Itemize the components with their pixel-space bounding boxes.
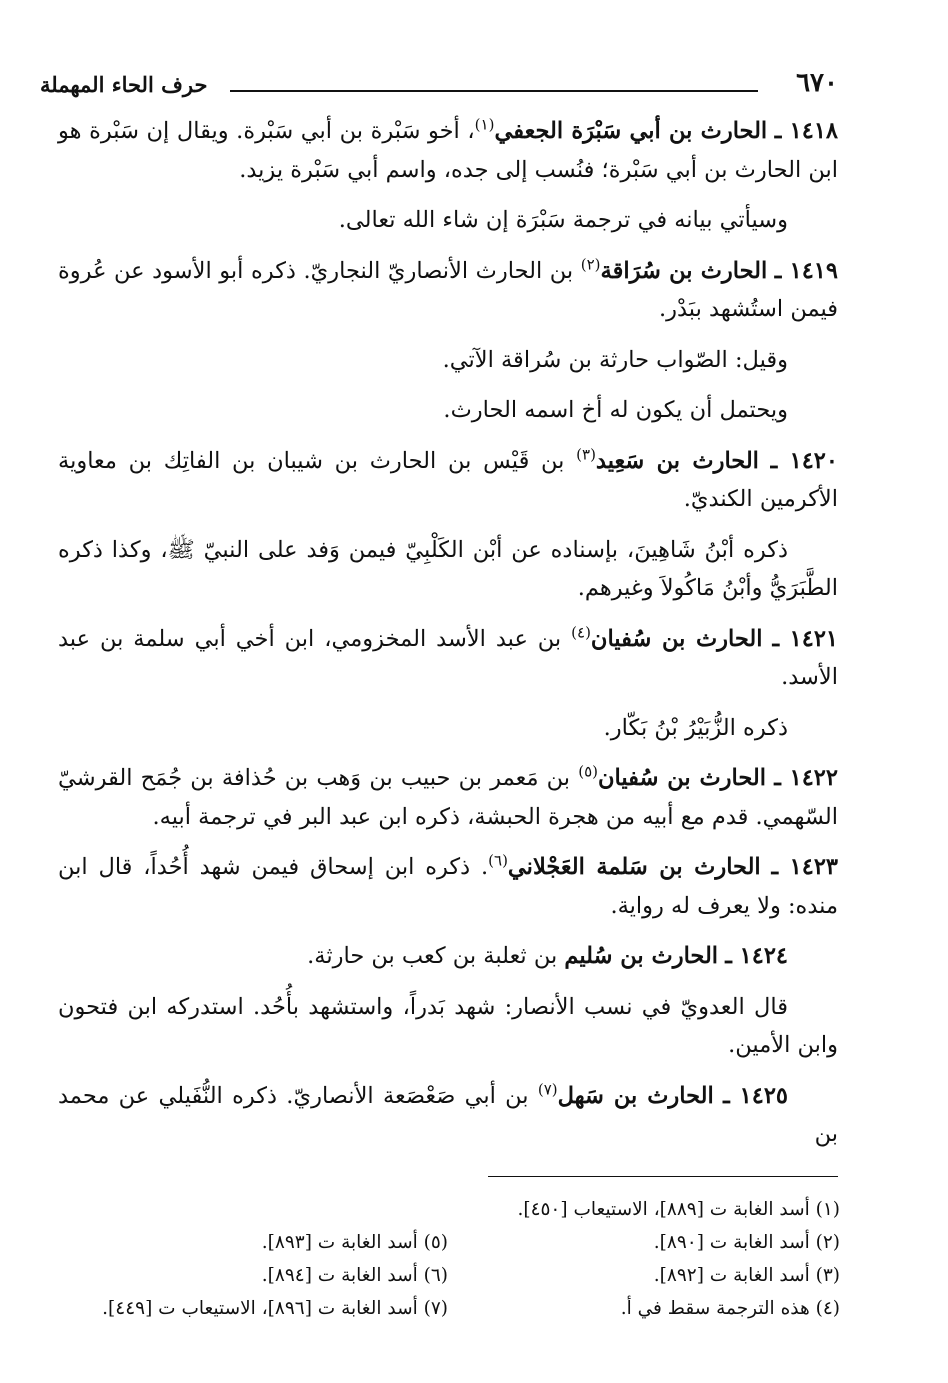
footnote-6: (٦) أسد الغابة ت [٨٩٤].: [261, 1265, 448, 1286]
footnotes-right-column: [517, 1193, 840, 1325]
entry-1418-note: وسيأتي بيانه في ترجمة سَبْرَة إن شاء الله تعالى.: [338, 207, 788, 233]
footnote-7: (٧) أسد الغابة ت [٨٩٦]، الاستيعاب ت [٤٤٩].: [102, 1298, 448, 1319]
entry-1424-note: قال العدويّ في نسب الأنصار: شهد بَدراً، واستشهد بأُحُد. استدركه ابن فتحون وابن الأمين.: [58, 993, 838, 1058]
page-number: ٦٧٠: [796, 68, 838, 98]
page-header: [40, 64, 850, 104]
footnote-4: (٤) هذه الترجمة سقط في أ.: [620, 1298, 840, 1319]
entry-1425: ١٤٢٥ ـ الحارث بن سَهل$^{(٧)}$ بن أبي صَعْصَعة الأنصاريّ. ذكره النُّفَيلي عن محمد بن: [58, 1080, 838, 1147]
entry-1420-note: ذكره أبْنُ شَاهِينَ، بإسناده عن أبْن الكَلْبِيّ فيمن وَفد على النبيّ ﷺ، وكذا ذكره الطَّبَرَيُّ وأبْنُ مَاكُولاَ وغيرهم.: [58, 536, 838, 601]
entry-1418: ١٤١٨ ـ الحارث بن أبي سَبْرَة الجعفي$^{(١)}$، أخو سَبْرة بن أبي سَبْرة. ويقال إن سَبْرة هو ابن الحارث بن أبي سَبْرة؛ فنُسب إلى جده، واسم أبي سَبْرة يزيد.: [58, 115, 839, 183]
running-title: حرف الحاء المهملة: [40, 72, 208, 97]
footnote-5: (٥) أسد الغابة ت [٨٩٣].: [261, 1232, 448, 1253]
footnote-2: (٢) أسد الغابة ت [٨٩٠].: [653, 1232, 840, 1253]
main-text: [58, 112, 838, 1166]
header-rule: [230, 90, 758, 92]
entry-1419-note-2: ويحتمل أن يكون له أخ اسمه الحارث.: [443, 397, 788, 423]
footnote-1: (١) أسد الغابة ت [٨٨٩]، الاستيعاب [٤٥٠].: [517, 1199, 840, 1220]
entry-1424: ١٤٢٤ ـ الحارث بن سُليم بن ثعلبة بن كعب بن حارثة.: [307, 943, 788, 969]
entry-1421-note: ذكره الزُّبَيْرُ بْنُ بَكّار.: [603, 714, 788, 741]
entry-1420: ١٤٢٠ ـ الحارث بن سَعِيد$^{(٣)}$ بن قَيْس بن الحارث بن شيبان بن الفاتِك بن معاوية الأكرمين الكنديّ.: [58, 445, 838, 512]
entry-1421: ١٤٢١ ـ الحارث بن سُفيان$^{(٤)}$ بن عبد الأسد المخزومي، ابن أخي أبي سلمة بن عبد الأسد.: [58, 623, 839, 690]
entry-1419-note-1: وقيل: الصّواب حارثة بن سُراقة الآتي.: [442, 346, 788, 373]
footnotes-left-column: [102, 1226, 448, 1325]
footnote-rule: [488, 1176, 838, 1177]
footnote-3: (٣) أسد الغابة ت [٨٩٢].: [653, 1265, 840, 1286]
entry-1422: ١٤٢٢ ـ الحارث بن سُفيان$^{(٥)}$ بن مَعمر بن حبيب بن وَهب بن حُذافة بن جُمَح القرشيّ السّهمي. قدم مع أبيه من هجرة الحبشة، ذكره ابن عبد البر في ترجمة أبيه.: [58, 762, 838, 830]
entry-1419: ١٤١٩ ـ الحارث بن سُرَاقة$^{(٢)}$ بن الحارث الأنصاريّ النجاريّ. ذكره أبو الأسود عن عُروة فيمن استُشهد ببَدْر.: [58, 255, 838, 322]
entry-1423: ١٤٢٣ ـ الحارث بن سَلمة العَجْلاني$^{(٦)}$. ذكره ابن إسحاق فيمن شهد أُحُداً، قال ابن منده: ولا يعرف له رواية.: [58, 851, 838, 919]
